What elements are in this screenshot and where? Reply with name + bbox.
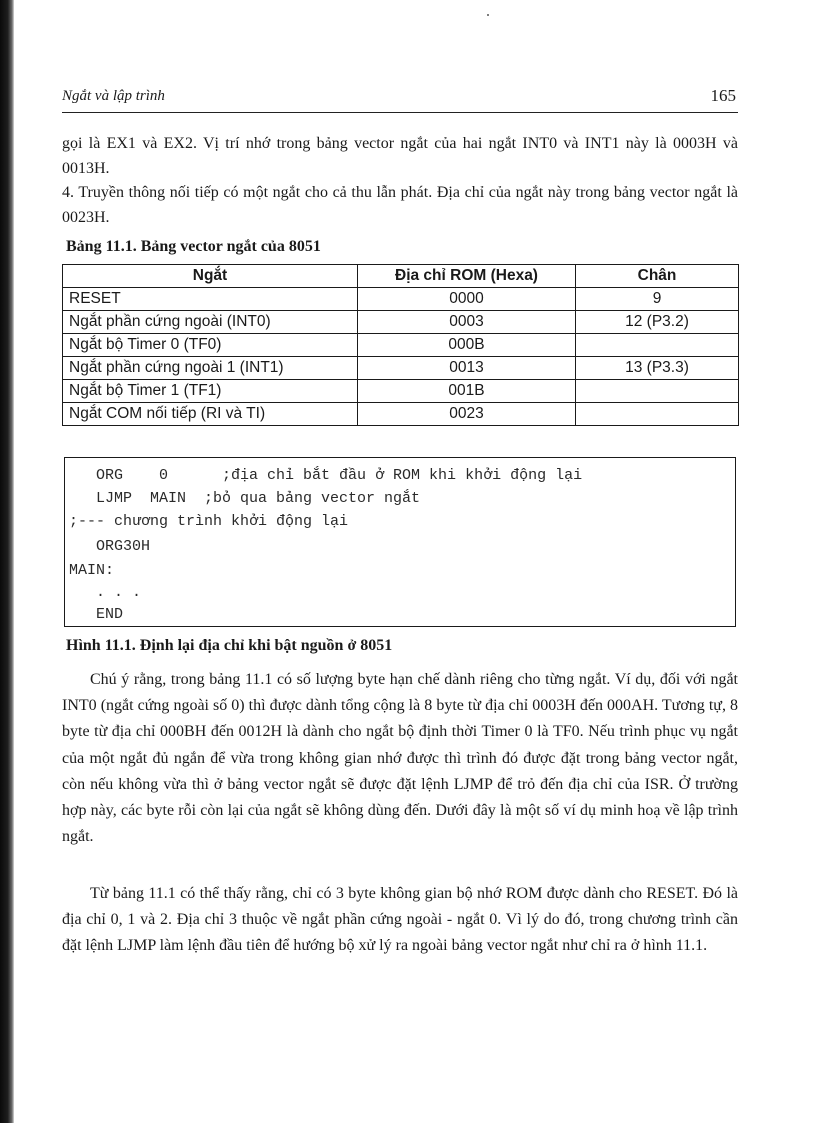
interrupt-name: Ngắt bộ Timer 1 (TF1) (63, 380, 358, 403)
pin (576, 334, 739, 357)
pin (576, 403, 739, 426)
paragraph-ex1-ex2: gọi là EX1 và EX2. Vị trí nhớ trong bảng vector ngắt của hai ngắt INT0 và INT1 này là 0003H và 0013H. (62, 135, 738, 177)
pin (576, 380, 739, 403)
code-line: END (69, 606, 124, 623)
header-rom-address: Địa chỉ ROM (Hexa) (358, 265, 576, 288)
header-interrupt: Ngắt (63, 265, 358, 288)
rom-address: 0023 (358, 403, 576, 426)
code-line: MAIN: (69, 562, 115, 579)
table-row (63, 380, 739, 403)
pin: 12 (P3.2) (576, 311, 739, 334)
book-spine-shadow (0, 0, 14, 1123)
table-row (63, 403, 739, 426)
table-header-row (63, 265, 739, 288)
rom-address: 000B (358, 334, 576, 357)
interrupt-name: Ngắt COM nối tiếp (RI và TI) (63, 403, 358, 426)
rom-address: 0003 (358, 311, 576, 334)
running-header (62, 84, 738, 113)
pin: 13 (P3.3) (576, 357, 739, 380)
paragraph-serial-interrupt: 4. Truyền thông nối tiếp có một ngắt cho cả thu lẫn phát. Địa chỉ của ngắt này trong bảng vector ngắt là 0023H. (62, 184, 738, 226)
code-line: ORG30H (69, 538, 151, 555)
interrupt-name: Ngắt phần cứng ngoài (INT0) (63, 311, 358, 334)
rom-address: 0000 (358, 288, 576, 311)
figure-caption: Hình 11.1. Định lại địa chỉ khi bật nguồn ở 8051 (66, 637, 393, 654)
interrupt-vector-table (62, 264, 739, 426)
table-row (63, 311, 739, 334)
table-row (63, 334, 739, 357)
code-line: ORG 0 ;địa chỉ bắt đầu ở ROM khi khởi động lại (69, 467, 583, 484)
table-caption: Bảng 11.1. Bảng vector ngắt của 8051 (66, 238, 321, 255)
code-listing (64, 457, 736, 627)
code-line: ;--- chương trình khởi động lại (69, 513, 349, 530)
table-row (63, 288, 739, 311)
interrupt-name: Ngắt phần cứng ngoài 1 (INT1) (63, 357, 358, 380)
rom-address: 0013 (358, 357, 576, 380)
rom-address: 001B (358, 380, 576, 403)
header-pin: Chân (576, 265, 739, 288)
pin: 9 (576, 288, 739, 311)
interrupt-name: RESET (63, 288, 358, 311)
page-number: 165 (710, 86, 736, 105)
running-title: Ngắt và lập trình (62, 88, 165, 104)
scan-speck (487, 14, 489, 16)
paragraph-vector-bytes: Chú ý rằng, trong bảng 11.1 có số lượng byte hạn chế dành riêng cho từng ngắt. Ví dụ, đối với ngắt INT0 (ngắt cứng ngoài số 0) thì được dành tổng cộng là 8 byte từ địa chỉ 0003H đến 000AH. Tương tự, 8 byte từ địa chỉ 000BH đến 0012H là dành cho ngắt bộ định thời Timer 0 là TF0. Nếu trình phục vụ ngắt của một ngắt đủ ngắn để vừa trong không gian nhớ được thì trình đó được đặt trong bảng vector ngắt, còn nếu không vừa thì ở bảng vector ngắt sẽ được đặt lệnh LJMP để trỏ đến địa chỉ của ISR. Ở trường hợp này, các byte rỗi còn lại của ngắt sẽ không dùng đến. Dưới đây là một số ví dụ minh hoạ về lập trình ngắt. (62, 671, 738, 846)
code-line: LJMP MAIN ;bỏ qua bảng vector ngắt (69, 490, 421, 507)
code-line: . . . (69, 584, 142, 601)
paragraph-reset-ljmp: Từ bảng 11.1 có thể thấy rằng, chỉ có 3 byte không gian bộ nhớ ROM được dành cho RESET. Đó là địa chỉ 0, 1 và 2. Địa chỉ 3 thuộc về ngắt phần cứng ngoài - ngắt 0. Vì lý do đó, trong chương trình cần đặt lệnh LJMP làm lệnh đầu tiên để hướng bộ xử lý ra ngoài bảng vector ngắt như chỉ ra ở hình 11.1. (62, 885, 738, 955)
interrupt-name: Ngắt bộ Timer 0 (TF0) (63, 334, 358, 357)
table-row (63, 357, 739, 380)
